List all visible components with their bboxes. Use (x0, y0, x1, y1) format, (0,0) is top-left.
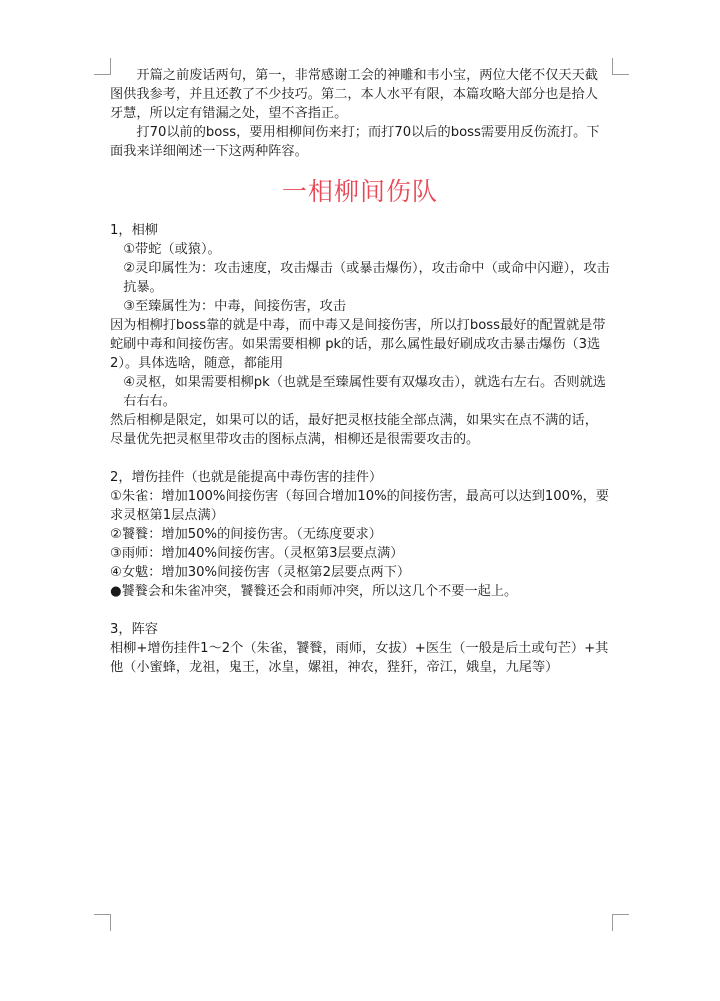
corner-mark-top-left (94, 58, 111, 75)
section2-heading: 2，增伤挂件（也就是能提高中毒伤害的挂件） (110, 470, 383, 485)
corner-mark-bottom-right (612, 914, 629, 931)
document-page (110, 66, 610, 677)
corner-mark-bottom-left (94, 914, 111, 931)
section3-heading: 3，阵容 (110, 622, 158, 637)
section-title: 一相柳间伤队 (281, 177, 438, 206)
section2-item-1: ①朱雀：增加100%间接伤害（每回合增加10%的间接伤害，最高可以达到100%，要求灵枢第1层点满） (110, 489, 609, 523)
section1-paragraph-2: 然后相柳是限定，如果可以的话，最好把灵枢技能全部点满，如果实在点不满的话，尽量优先把灵枢里带攻击的图标点满，相柳还是很需要攻击的。 (110, 413, 598, 447)
section2-item-4: ④女魃：增加30%间接伤害（灵枢第2层要点两下） (110, 565, 411, 580)
section3-text: 相柳+增伤挂件1～2个（朱雀，饕餮，雨师，女拔）+医生（一般是后土或句芒）+其他（小蜜蜂，龙祖，鬼王，冰皇，嫘祖，神农，狴犴，帝江，娥皇，九尾等） (110, 641, 609, 675)
section1-item-2: ②灵印属性为：攻击速度，攻击爆击（或暴击爆伤），攻击命中（或命中闪避），攻击抗暴。 (123, 261, 610, 295)
section2-item-3: ③雨师：增加40%间接伤害。（灵枢第3层要点满） (110, 546, 404, 561)
section1-heading: 1，相柳 (110, 223, 158, 238)
spacer (110, 449, 610, 468)
section2-note: ●饕餮会和朱雀冲突，饕餮还会和雨师冲突，所以这几个不要一起上。 (110, 584, 518, 599)
section1-item-4: ④灵枢，如果需要相柳pk（也就是至臻属性要有双爆攻击），就选右左右。否则就选右右右。 (123, 375, 606, 409)
corner-mark-top-right (612, 58, 629, 75)
intro-paragraph-1: 开篇之前废话两句，第一，非常感谢工会的神雕和韦小宝，两位大佬不仅天天截图供我参考，并且还教了不少技巧。第二，本人水平有限，本篇攻略大部分也是拾人牙慧，所以定有错漏之处，望不吝指正。 (110, 68, 598, 121)
section1-paragraph-1: 因为相柳打boss靠的就是中毒，而中毒又是间接伤害，所以打boss最好的配置就是带蛇刷中毒和间接伤害。如果需要相柳 pk的话，那么属性最好刷成攻击暴击爆伤（3选2）。具体选啥，随意，都能用 (110, 318, 606, 371)
spacer (110, 601, 610, 620)
section1-item-1: ①带蛇（或猿）。 (123, 242, 221, 257)
section1-item-3: ③至臻属性为：中毒，间接伤害，攻击 (123, 299, 347, 314)
intro-paragraph-2: 打70以前的boss，要用相柳间伤来打；而打70以后的boss需要用反伤流打。下面我来详细阐述一下这两种阵容。 (110, 125, 600, 159)
section2-item-2: ②饕餮：增加50%的间接伤害。（无练度要求） (110, 527, 382, 542)
